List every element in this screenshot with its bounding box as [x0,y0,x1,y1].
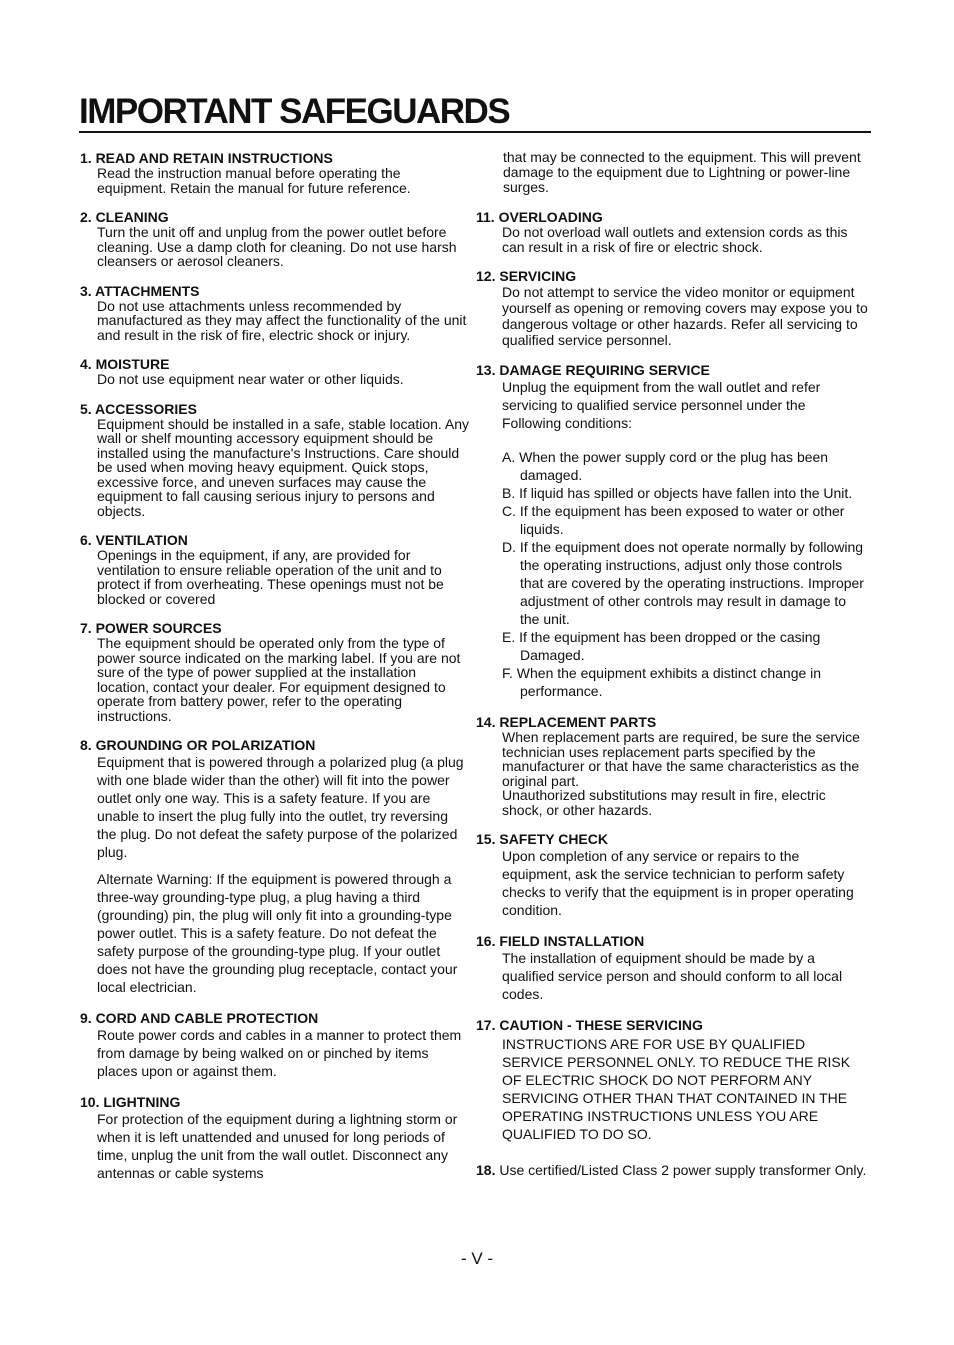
section-lightning [80,1094,470,1182]
section-heading: 13. DAMAGE REQUIRING SERVICE [476,362,710,378]
section-item-18 [476,1161,868,1179]
section-heading: 9. CORD AND CABLE PROTECTION [80,1010,319,1026]
page-title: IMPORTANT SAFEGUARDS [79,92,510,131]
item-number: 18. [476,1162,496,1178]
section-caution [476,1017,868,1143]
section-body: Do not use attachments unless recommended by manufactured as they may affect the functionality of the unit and result in the risk of fire, electric shock or injury. [97,297,467,343]
section-body: Do not overload wall outlets and extension cords as this can result in a risk of fire or electric shock. [502,224,848,255]
section-heading: 17. CAUTION - THESE SERVICING [476,1017,703,1033]
section-field-installation [476,933,868,1003]
section-heading: 14. REPLACEMENT PARTS [476,714,657,730]
section-body: Upon completion of any service or repairs to the equipment, ask the service technician to perform safety checks to verify that the equipment is in proper operating condition. [502,848,854,918]
section-heading: 15. SAFETY CHECK [476,831,608,847]
section-servicing [476,268,868,348]
section-heading: 11. OVERLOADING [476,209,603,225]
list-item: F. When the equipment exhibits a distinct change in performance. [502,665,822,699]
list-item: C. If the equipment has been exposed to water or other liquids. [502,503,845,537]
section-body-alternate-warning: Alternate Warning: If the equipment is powered through a three-way grounding-type plug, a plug having a third (grounding) pin, the plug will only fit into a grounding-type power outlet. This is a safety feature. Do not defeat the safety purpose of the grounding-type plug. If your outlet does not have the grounding plug receptacle, contact your local electrician. [97,871,458,995]
section-moisture [80,356,470,387]
section-cord-protection [80,1010,470,1080]
title-rule [79,131,871,133]
section-heading: 12. SERVICING [476,268,577,284]
section-body: Read the instruction manual before operating the equipment. Retain the manual for future reference. [97,165,411,196]
section-heading: 1. READ AND RETAIN INSTRUCTIONS [80,150,333,166]
section-body: Route power cords and cables in a manner to protect them from damage by being walked on or pinched by items places upon or against them. [97,1027,462,1079]
section-accessories [80,401,470,519]
section-body: Do not use equipment near water or other liquids. [97,371,404,387]
list-item: A. When the power supply cord or the plug has been damaged. [502,449,829,483]
section-attachments [80,283,470,343]
section-body: For protection of the equipment during a lightning storm or when it is left unattended and unused for long periods of time, unplug the unit from the wall outlet. Disconnect any antennas or cable systems [97,1111,458,1181]
list-item: B. If liquid has spilled or objects have fallen into the Unit. [502,485,853,501]
section-grounding [80,737,470,996]
section-body: Unplug the equipment from the wall outlet and refer servicing to qualified service personnel under the Following conditions: [502,379,821,431]
section-heading: 7. POWER SOURCES [80,620,222,636]
section-heading: 4. MOISTURE [80,356,170,372]
section-body: Equipment should be installed in a safe, stable location. Any wall or shelf mounting accessory equipment should be installed using the manufacture's Instructions. Care should be used when moving heavy equipment. Quick stops, excessive force, and uneven surfaces may cause the equipment to fall causing serious injury to persons and objects. [97,415,470,519]
section-body: INSTRUCTIONS ARE FOR USE BY QUALIFIED SERVICE PERSONNEL ONLY. TO REDUCE THE RISK OF ELECTRIC SHOCK DO NOT PERFORM ANY SERVICING OTHER THAN THAT CONTAINED IN THE OPERATING INSTRUCTIONS UNLESS YOU ARE QUALIFIED TO DO SO. [502,1036,851,1142]
section-body: When replacement parts are required, be sure the service technician uses replacement parts specified by the manufacturer or that have the same characteristics as the original part. [502,729,860,789]
section-body: The installation of equipment should be made by a qualified service person and should conform to all local codes. [502,950,843,1002]
section-replacement-parts [476,714,868,817]
section-power-sources [80,620,470,723]
section-heading: 3. ATTACHMENTS [80,282,200,299]
list-item: E. If the equipment has been dropped or the casing Damaged. [502,629,821,663]
damage-conditions-list [502,448,868,700]
right-column [476,150,868,1179]
left-column [80,150,470,1196]
section-body: Do not attempt to service the video monitor or equipment yourself as opening or removing covers may expose you to dangerous voltage or other hazards. Refer all servicing to qualified service personnel. [502,284,868,348]
section-safety-check [476,831,868,919]
section-body: The equipment should be operated only from the type of power source indicated on the marking label. If you are not sure of the type of power supplied at the installation location, contact your dealer. For equipment designed to operate from battery power, refer to the operating instructions. [97,635,461,724]
list-item: D. If the equipment does not operate normally by following the operating instructions, adjust only those controls that are covered by the operating instructions. Improper adjustment of other controls may result in damage to the unit. [502,539,864,627]
section-heading: 2. CLEANING [80,209,169,225]
section-cleaning [80,209,470,269]
item-text: Use certified/Listed Class 2 power supply transformer Only. [499,1162,867,1178]
section-overloading [476,209,868,254]
section-heading: 5. ACCESSORIES [80,400,197,417]
section-read-and-retain [80,150,470,195]
section-damage-requiring-service [476,362,868,700]
section-body-substitutions: Unauthorized substitutions may result in fire, electric shock, or other hazards. [502,787,826,818]
page-number: - V - [460,1249,494,1268]
section-heading: 6. VENTILATION [80,532,188,548]
section-heading: 16. FIELD INSTALLATION [476,933,645,949]
section-heading: 10. LIGHTNING [80,1094,181,1110]
section-body: Equipment that is powered through a polarized plug (a plug with one blade wider than the other) will fit into the power outlet only one way. This is a safety feature. If you are unable to insert the plug fully into the outlet, try reversing the plug. Do not defeat the safety purpose of the polarized plug. [97,754,464,860]
section-ventilation [80,532,470,606]
section-body: Turn the unit off and unplug from the power outlet before cleaning. Use a damp cloth for cleaning. Do not use harsh cleansers or aerosol cleaners. [97,224,457,269]
section-heading: 8. GROUNDING OR POLARIZATION [80,737,316,753]
lightning-continuation: that may be connected to the equipment. This will prevent damage to the equipment due to Lightning or power-line surges. [503,149,861,195]
section-body: Openings in the equipment, if any, are provided for ventilation to ensure reliable operation of the unit and to protect if from overheating. These openings must not be blocked or covered [97,547,444,607]
